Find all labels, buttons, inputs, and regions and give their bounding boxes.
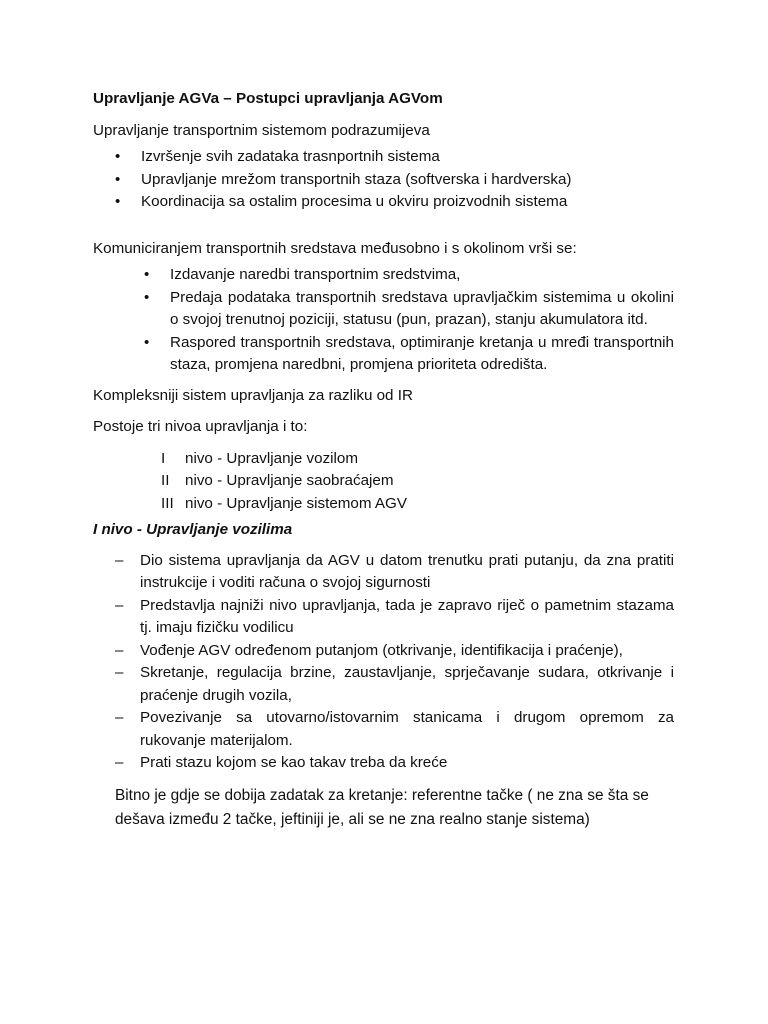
- paragraph-complexity: Kompleksniji sistem upravljanja za razliku od IR: [93, 386, 413, 404]
- list-item: • Izvršenje svih zadataka trasnportnih sistema: [114, 146, 674, 169]
- document-content: [93, 88, 674, 832]
- list-item: [161, 493, 674, 516]
- intro-paragraph-1: Upravljanje transportnim sistemom podrazumijeva: [93, 121, 430, 139]
- level-number: III: [161, 494, 174, 512]
- dash-list: [115, 550, 674, 775]
- list-item: • Izdavanje naredbi transportnim sredstvima,: [143, 264, 674, 287]
- list-item: • Raspored transportnih sredstava, optimiranje kretanja u mređi transportnih staza, promjena naredbni, promjena prioriteta odredišta.: [143, 332, 674, 377]
- list-item: – Dio sistema upravljanja da AGV u datom trenutku prati putanju, da zna pratiti instrukcije i voditi računa o svojoj sigurnosti: [115, 550, 674, 595]
- list-item: – Predstavlja najniži nivo upravljanja, tada je zapravo riječ o pametnim stazama tj. imaju fizičku vodilicu: [115, 595, 674, 640]
- final-paragraph: Bitno je gdje se dobija zadatak za kretanje: referentne tačke ( ne zna se šta se dešava između 2 tačke, jeftiniji je, ali se ne zna realno stanje sistema): [115, 786, 649, 828]
- list-item: • Upravljanje mrežom transportnih staza (softverska i hardverska): [114, 169, 674, 192]
- levels-list: [161, 448, 674, 516]
- list-item: • Koordinacija sa ostalim procesima u okviru proizvodnih sistema: [114, 191, 674, 214]
- level-text: nivo - Upravljanje vozilom: [185, 449, 359, 467]
- bullet-list-1: [114, 146, 674, 214]
- document-title: Upravljanje AGVa – Postupci upravljanja AGVom: [93, 90, 443, 107]
- level-text: nivo - Upravljanje sistemom AGV: [185, 494, 407, 512]
- list-item: [161, 470, 674, 493]
- list-item: • Predaja podataka transportnih sredstava upravljačkim sistemima u okolini o svojoj trenutnoj poziciji, statusu (pun, prazan), stanju akumulatora itd.: [143, 287, 674, 332]
- intro-paragraph-2: Komuniciranjem transportnih sredstava međusobno i s okolinom vrši se:: [93, 239, 577, 257]
- list-item: – Vođenje AGV određenom putanjom (otkrivanje, identifikacija i praćenje),: [115, 640, 674, 663]
- level-text: nivo - Upravljanje saobraćajem: [185, 472, 394, 489]
- paragraph-levels-intro: Postoje tri nivoa upravljanja i to:: [93, 418, 308, 435]
- section-heading: I nivo - Upravljanje vozilima: [93, 521, 293, 538]
- spacer: [93, 214, 674, 238]
- bullet-list-2: [143, 264, 674, 377]
- level-number: I: [161, 449, 166, 467]
- level-number: II: [161, 472, 170, 489]
- list-item: – Skretanje, regulacija brzine, zaustavljanje, sprječavanje sudara, otkrivanje i praćenje drugih vozila,: [115, 662, 674, 707]
- list-item: – Prati stazu kojom se kao takav treba da kreće: [115, 752, 674, 775]
- list-item: – Povezivanje sa utovarno/istovarnim stanicama i drugom opremom za rukovanje materijalom.: [115, 707, 674, 752]
- list-item: [161, 448, 674, 471]
